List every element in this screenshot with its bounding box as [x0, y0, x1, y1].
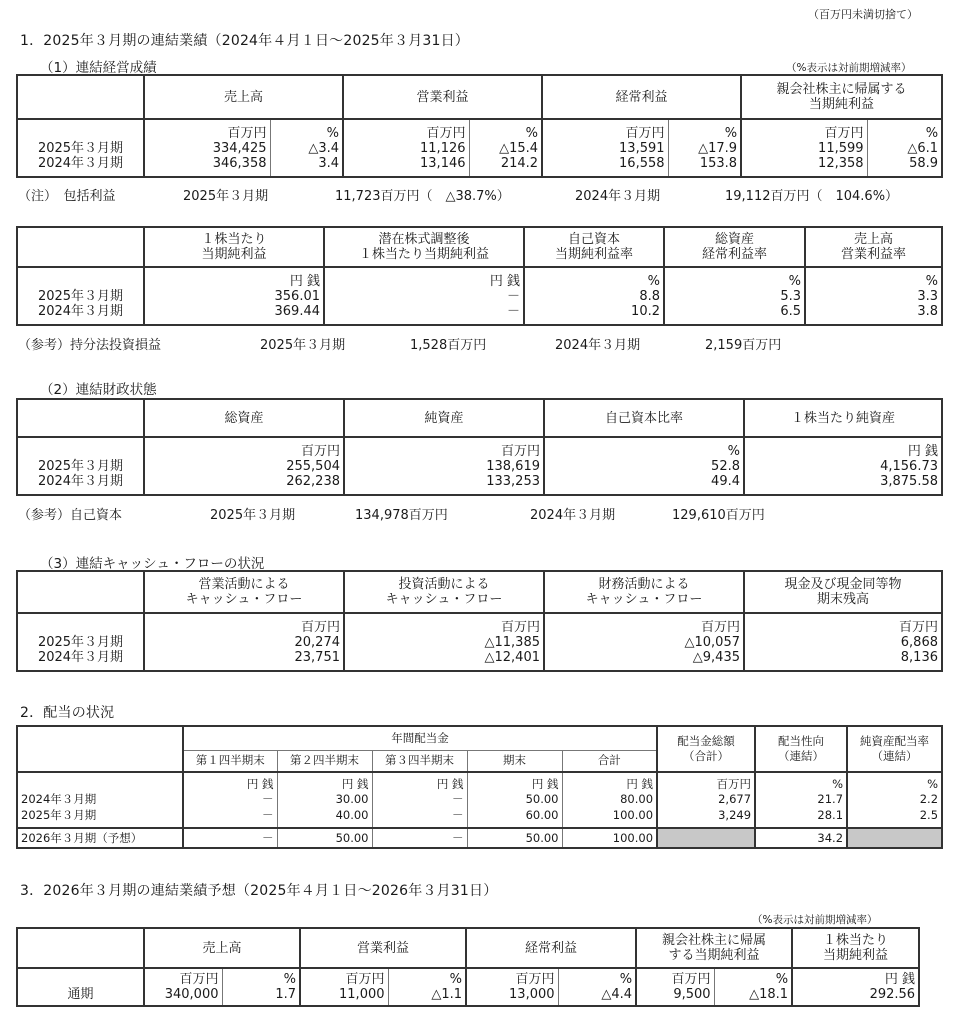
forecast-total: 100.00	[562, 828, 657, 848]
col-total: 合計	[562, 750, 657, 772]
col-year-end: 期末	[467, 750, 562, 772]
results-table	[16, 74, 943, 178]
op-pct-values	[469, 119, 542, 177]
period-2025: 2025年３月期	[37, 458, 124, 474]
unit-label: %	[925, 125, 939, 141]
value: 13,146	[420, 155, 466, 171]
equity-label: （参考）自己資本	[18, 508, 123, 523]
total-dividend-values: 百万円 2,677 3,249	[657, 772, 755, 828]
results-title: （1）連結経営成績	[40, 60, 157, 76]
value: △6.1	[907, 140, 939, 156]
value: 334,425	[212, 140, 267, 156]
col-cash-end: 現金及び現金同等物 期末残高	[744, 571, 942, 613]
sales-value: 百万円 340,000	[144, 968, 222, 1006]
col-operating-cf: 営業活動による キャッシュ・フロー	[144, 571, 344, 613]
q1-values: 円 銭 － －	[183, 772, 277, 828]
period-2024: 2024年３月期	[21, 792, 97, 807]
eps-values: 円 銭 356.01 369.44	[144, 267, 324, 325]
value: 12,358	[818, 155, 864, 171]
forecast-q3: －	[372, 828, 467, 848]
period-full-year: 通期	[67, 987, 94, 1002]
col-total-dividend: 配当金総額 （合計）	[657, 726, 755, 772]
comprehensive-income-label: （注） 包括利益	[18, 189, 116, 204]
ord-pct: % △4.4	[558, 968, 636, 1006]
col-diluted-eps: 潜在株式調整後 １株当たり当期純利益	[324, 227, 524, 267]
doe-values: % 2.2 2.5	[847, 772, 942, 828]
ord-value: 百万円 13,000	[466, 968, 558, 1006]
forecast-pct-note: （%表示は対前期増減率）	[752, 914, 878, 926]
net-values	[741, 119, 867, 177]
net-value: 百万円 9,500	[636, 968, 714, 1006]
investing-cf-values: 百万円 △11,385 △12,401	[344, 613, 544, 671]
dividends-table	[16, 725, 943, 849]
period-2025: 2025年３月期	[21, 807, 97, 822]
col-payout-ratio: 配当性向 （連結）	[755, 726, 847, 772]
col-total-assets: 総資産	[144, 399, 344, 437]
eps-value: 円 銭 292.56	[792, 968, 919, 1006]
period-cell	[17, 968, 144, 1006]
equity-method-p2: 2024年３月期	[555, 338, 641, 353]
comprehensive-income-p1: 2025年３月期	[183, 189, 269, 204]
period-2024: 2024年３月期	[37, 649, 124, 665]
value: 11,599	[818, 140, 864, 156]
value: 11,126	[420, 140, 466, 156]
period-2025: 2025年３月期	[37, 140, 124, 156]
forecast-q1: －	[183, 828, 277, 848]
cash-flow-table	[16, 570, 943, 672]
col-net-income	[741, 75, 942, 119]
sales-values	[144, 119, 270, 177]
comprehensive-income-v2: 19,112百万円（ 104.6%）	[725, 189, 899, 204]
year-end-values: 円 銭 50.00 60.00	[467, 772, 562, 828]
period-cells	[17, 119, 144, 177]
value: 214.2	[500, 155, 539, 171]
sales-pct: % 1.7	[222, 968, 300, 1006]
equity-method-v2: 2,159百万円	[705, 338, 782, 353]
forecast-table	[16, 927, 920, 1007]
value: 3.4	[318, 155, 340, 171]
comprehensive-income-p2: 2024年３月期	[575, 189, 661, 204]
forecast-payout-ratio: 34.2	[755, 828, 847, 848]
col-sales: 売上高	[144, 75, 343, 119]
col-q3: 第３四半期末	[372, 750, 467, 772]
col-bps: １株当たり純資産	[744, 399, 942, 437]
unit-label: %	[525, 125, 539, 141]
col-op-margin: 売上高 営業利益率	[805, 227, 942, 267]
equity-method-v1: 1,528百万円	[410, 338, 487, 353]
period-cells	[17, 267, 144, 325]
section1-title: 1．2025年３月期の連結業績（2024年４月１日～2025年３月31日）	[20, 33, 470, 49]
comprehensive-income-v1: 11,723百万円（ △38.7%）	[335, 189, 510, 204]
col-q1: 第１四半期末	[183, 750, 277, 772]
value: 153.8	[699, 155, 738, 171]
forecast-doe	[847, 828, 942, 848]
col-eps: １株当たり 当期純利益	[792, 928, 919, 968]
ord-values	[542, 119, 668, 177]
col-ordinary-income: 経常利益	[542, 75, 741, 119]
net-assets-values: 百万円 138,619 133,253	[344, 437, 544, 495]
corner-cell	[17, 726, 183, 772]
q3-values: 円 銭 － －	[372, 772, 467, 828]
equity-p2: 2024年３月期	[530, 508, 616, 523]
unit-note: （百万円未満切捨て）	[808, 8, 918, 21]
corner-cell	[17, 399, 144, 437]
total-assets-values: 百万円 255,504 262,238	[144, 437, 344, 495]
period-2024: 2024年３月期	[37, 155, 124, 171]
forecast-total-dividend	[657, 828, 755, 848]
value: 13,591	[619, 140, 665, 156]
financial-position-title: （2）連結財政状態	[40, 382, 157, 398]
operating-cf-values: 百万円 20,274 23,751	[144, 613, 344, 671]
col-operating-income: 営業利益	[300, 928, 466, 968]
col-net-income-l1: 親会社株主に帰属する	[776, 82, 907, 97]
cash-flow-title: （3）連結キャッシュ・フローの状況	[40, 556, 265, 572]
value: △3.4	[308, 140, 340, 156]
col-annual-dividend: 年間配当金	[183, 726, 657, 750]
op-values	[343, 119, 469, 177]
financing-cf-values: 百万円 △10,057 △9,435	[544, 613, 744, 671]
period-cells	[17, 772, 183, 828]
op-margin-values: % 3.3 3.8	[805, 267, 942, 325]
period-2025: 2025年３月期	[37, 634, 124, 650]
net-pct-values	[867, 119, 942, 177]
col-eps: １株当たり 当期純利益	[144, 227, 324, 267]
col-net-assets: 純資産	[344, 399, 544, 437]
pct-note: （%表示は対前期増減率）	[786, 62, 912, 74]
financial-position-table	[16, 398, 943, 496]
op-pct: % △1.1	[388, 968, 466, 1006]
unit-label: 百万円	[625, 125, 665, 141]
unit-label: 百万円	[426, 125, 466, 141]
period-cells	[17, 613, 144, 671]
value: △15.4	[499, 140, 539, 156]
total-values: 円 銭 80.00 100.00	[562, 772, 657, 828]
unit-label: 百万円	[824, 125, 864, 141]
equity-method-p1: 2025年３月期	[260, 338, 346, 353]
ord-pct-values	[668, 119, 741, 177]
cash-end-values: 百万円 6,868 8,136	[744, 613, 942, 671]
value: 58.9	[909, 155, 939, 171]
col-investing-cf: 投資活動による キャッシュ・フロー	[344, 571, 544, 613]
roa-values: % 5.3 6.5	[664, 267, 805, 325]
sales-pct-values	[270, 119, 343, 177]
unit-label: 百万円	[227, 125, 267, 141]
col-q2: 第２四半期末	[277, 750, 372, 772]
value: 16,558	[619, 155, 665, 171]
col-financing-cf: 財務活動による キャッシュ・フロー	[544, 571, 744, 613]
corner-cell	[17, 227, 144, 267]
corner-cell	[17, 928, 144, 968]
forecast-q2: 50.00	[277, 828, 372, 848]
col-sales: 売上高	[144, 928, 300, 968]
unit-label: %	[326, 125, 340, 141]
corner-cell	[17, 75, 144, 119]
equity-ratio-values: % 52.8 49.4	[544, 437, 744, 495]
unit-label: %	[724, 125, 738, 141]
col-equity-ratio: 自己資本比率	[544, 399, 744, 437]
period-2024: 2024年３月期	[37, 473, 124, 489]
col-doe: 純資産配当率 （連結）	[847, 726, 942, 772]
net-pct: % △18.1	[714, 968, 792, 1006]
q2-values: 円 銭 30.00 40.00	[277, 772, 372, 828]
value: △17.9	[698, 140, 738, 156]
period-2025: 2025年３月期	[37, 288, 124, 304]
col-roe: 自己資本 当期純利益率	[524, 227, 664, 267]
equity-method-label: （参考）持分法投資損益	[18, 338, 162, 353]
period-cells	[17, 437, 144, 495]
equity-p1: 2025年３月期	[210, 508, 296, 523]
value: 346,358	[212, 155, 267, 171]
period-2024: 2024年３月期	[37, 303, 124, 319]
diluted-eps-values: 円 銭 － －	[324, 267, 524, 325]
per-share-table	[16, 226, 943, 326]
roe-values: % 8.8 10.2	[524, 267, 664, 325]
bps-values: 円 銭 4,156.73 3,875.58	[744, 437, 942, 495]
col-operating-income: 営業利益	[343, 75, 542, 119]
forecast-year-end: 50.00	[467, 828, 562, 848]
payout-ratio-values: % 21.7 28.1	[755, 772, 847, 828]
col-roa: 総資産 経常利益率	[664, 227, 805, 267]
op-value: 百万円 11,000	[300, 968, 388, 1006]
col-net-income: 親会社株主に帰属 する当期純利益	[636, 928, 792, 968]
dividends-title: 2．配当の状況	[20, 705, 115, 721]
col-ordinary-income: 経常利益	[466, 928, 636, 968]
equity-v2: 129,610百万円	[672, 508, 765, 523]
corner-cell	[17, 571, 144, 613]
equity-v1: 134,978百万円	[355, 508, 448, 523]
col-net-income-l2: 当期純利益	[809, 97, 875, 112]
forecast-title: 3．2026年３月期の連結業績予想（2025年４月１日～2026年３月31日）	[20, 883, 498, 899]
forecast-period: 2026年３月期（予想）	[17, 828, 183, 848]
